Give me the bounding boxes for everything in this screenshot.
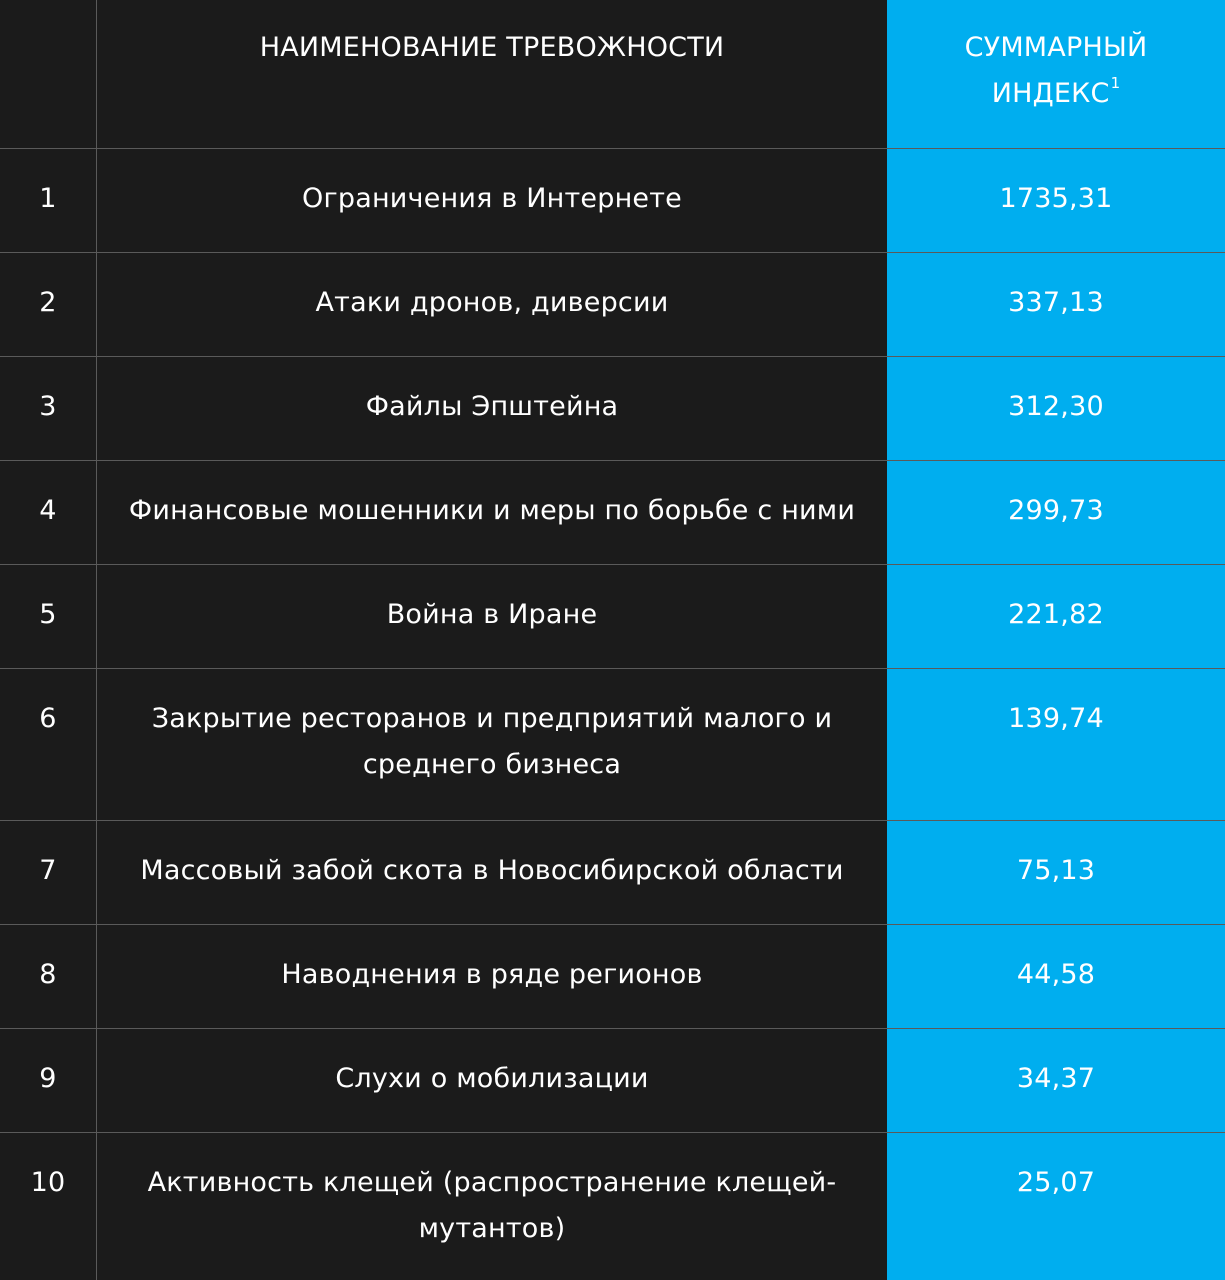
table-row [0,565,1225,669]
index-value-cell: 34,37 [887,1029,1225,1132]
index-value-cell: 44,58 [887,925,1225,1028]
index-value-cell: 1735,31 [887,149,1225,252]
rank-cell: 10 [0,1133,97,1280]
table-row [0,149,1225,253]
footnote-marker: 1 [1110,74,1121,92]
header-name-cell [97,0,887,148]
rank-cell: 4 [0,461,97,564]
rank-cell: 8 [0,925,97,1028]
rank-cell: 2 [0,253,97,356]
header-value-label: СУММАРНЫЙ ИНДЕКС [964,32,1148,109]
anxiety-name-cell: Финансовые мошенники и меры по борьбе с ними [128,495,856,526]
rank-cell: 5 [0,565,97,668]
anxiety-name-cell: Активность клещей (распространение клещей-мутантов) [147,1167,837,1244]
table-row [0,925,1225,1029]
table-header [0,0,1225,149]
table-row [0,821,1225,925]
index-value-cell: 337,13 [887,253,1225,356]
table-row [0,253,1225,357]
header-name-label: НАИМЕНОВАНИЕ ТРЕВОЖНОСТИ [259,32,725,63]
table-row [0,669,1225,821]
anxiety-name-cell: Наводнения в ряде регионов [281,959,703,990]
header-value-cell [887,0,1225,148]
rank-cell: 7 [0,821,97,924]
anxiety-name-cell: Закрытие ресторанов и предприятий малого и среднего бизнеса [151,703,833,780]
index-value-cell: 25,07 [887,1133,1225,1280]
index-value-cell: 312,30 [887,357,1225,460]
rank-cell: 6 [0,669,97,820]
rank-cell: 9 [0,1029,97,1132]
table-row [0,1029,1225,1133]
index-value-cell: 75,13 [887,821,1225,924]
rank-cell: 1 [0,149,97,252]
index-value-cell: 139,74 [887,669,1225,820]
anxiety-name-cell: Слухи о мобилизации [335,1063,649,1094]
anxiety-name-cell: Массовый забой скота в Новосибирской области [140,855,844,886]
index-value-cell: 299,73 [887,461,1225,564]
rank-cell: 3 [0,357,97,460]
table-row [0,1133,1225,1280]
anxiety-name-cell: Ограничения в Интернете [302,183,682,214]
table-row [0,461,1225,565]
header-number-cell [0,0,97,148]
anxiety-name-cell: Файлы Эпштейна [365,391,619,422]
anxiety-name-cell: Атаки дронов, диверсии [315,287,669,318]
table-row [0,357,1225,461]
index-value-cell: 221,82 [887,565,1225,668]
anxiety-name-cell: Война в Иране [386,599,598,630]
